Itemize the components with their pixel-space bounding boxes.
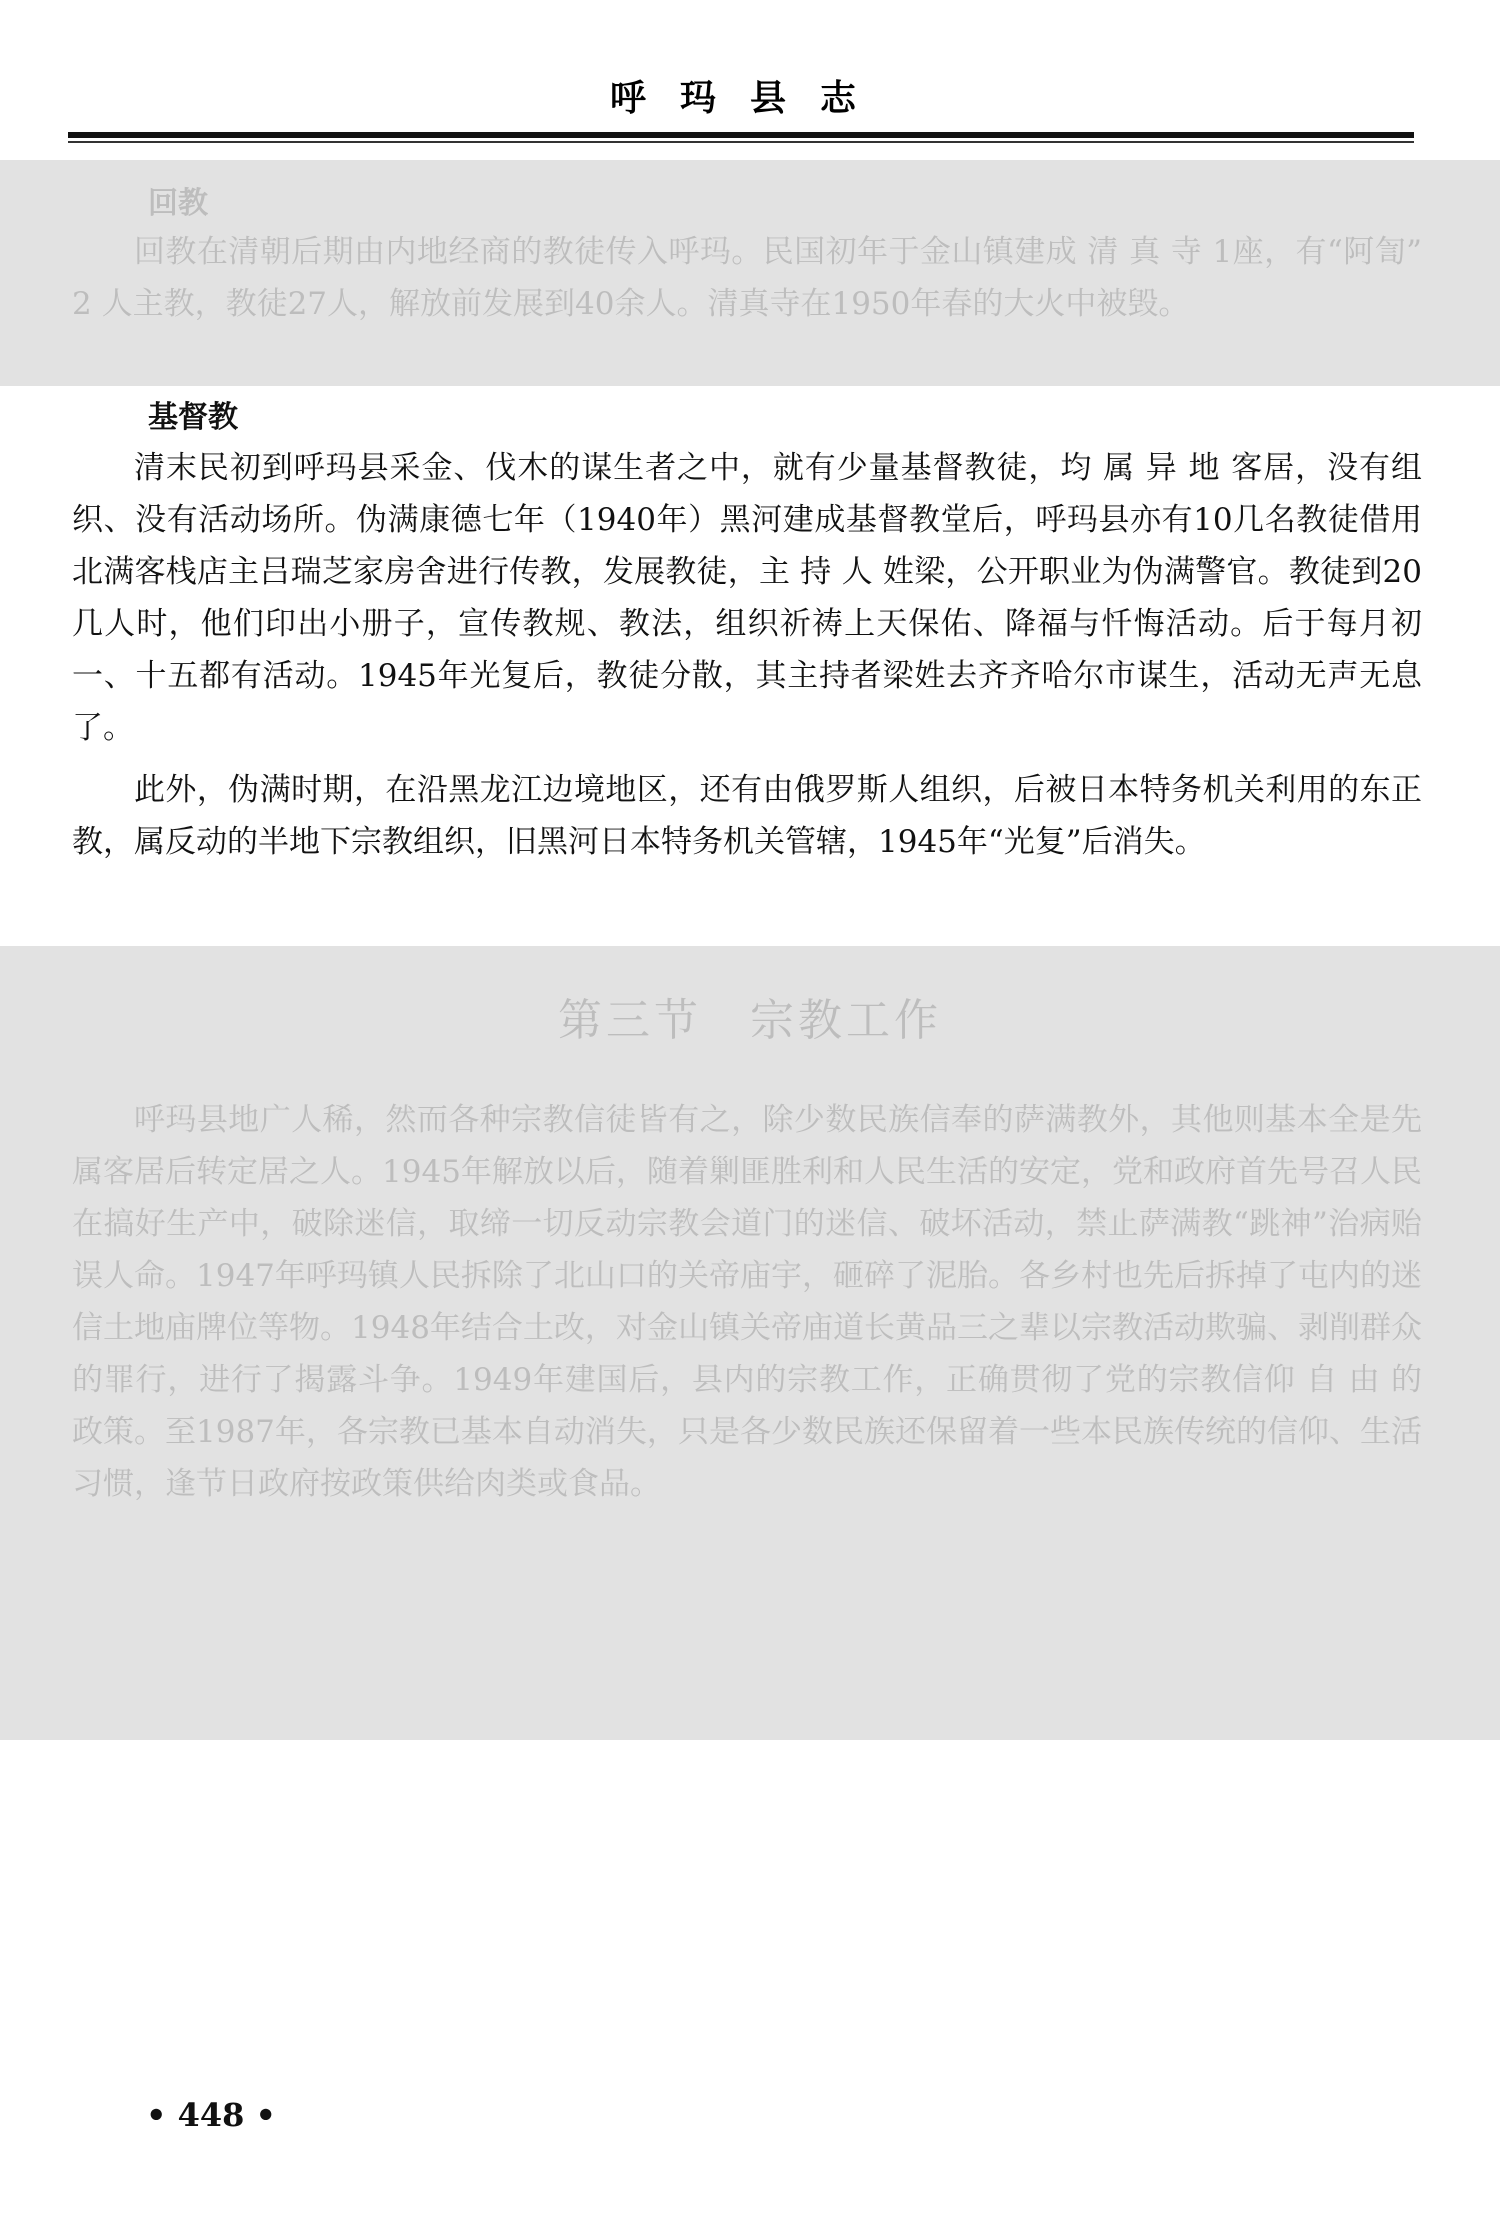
paragraph-huijiao: 回教在清朝后期由内地经商的教徒传入呼玛。民国初年于金山镇建成 清 真 寺 1座，有“阿訇” 2 人主教，教徒27人，解放前发展到40余人。清真寺在1950年春的大火中被毁。 <box>72 234 1422 322</box>
running-header: 呼玛县志 <box>609 77 890 119</box>
section-name: 宗教工作 <box>750 995 942 1046</box>
section-number: 第三节 <box>558 995 702 1046</box>
section-title <box>0 984 1500 1048</box>
paragraph-jidujiao-2: 此外，伪满时期，在沿黑龙江边境地区，还有由俄罗斯人组织，后被日本特务机关利用的东正教，属反动的半地下宗教组织，旧黑河日本特务机关管辖，1945年“光复”后消失。 <box>72 772 1422 860</box>
heading-huijiao: 回教 <box>148 186 208 221</box>
paragraph-jidujiao-1: 清末民初到呼玛县采金、伐木的谋生者之中，就有少量基督教徒，均 属 异 地 客居，没有组织、没有活动场所。伪满康德七年（1940年）黑河建成基督教堂后，呼玛县亦有10几名教徒借用北满客栈店主吕瑞芝家房舍进行传教，发展教徒，主 持 人 姓梁，公开职业为伪满警官。教徒到20几人时，他们印出小册子，宣传教规、教法，组织祈祷上天保佑、降福与忏悔活动。后于每月初一、十五都有活动。1945年光复后，教徒分散，其主持者梁姓去齐齐哈尔市谋生，活动无声无息了。 <box>72 450 1422 746</box>
header-rule <box>68 132 1414 138</box>
heading-jidujiao: 基督教 <box>148 400 238 435</box>
page-number: • 448 • <box>146 2096 276 2134</box>
paragraph-section3: 呼玛县地广人稀，然而各种宗教信徒皆有之，除少数民族信奉的萨满教外，其他则基本全是先属客居后转定居之人。1945年解放以后，随着剿匪胜利和人民生活的安定，党和政府首先号召人民在搞好生产中，破除迷信，取缔一切反动宗教会道门的迷信、破坏活动，禁止萨满教“跳神”治病贻误人命。1947年呼玛镇人民拆除了北山口的关帝庙宇，砸碎了泥胎。各乡村也先后拆掉了屯内的迷信土地庙牌位等物。1948年结合土改，对金山镇关帝庙道长黄品三之辈以宗教活动欺骗、剥削群众的罪行，进行了揭露斗争。1949年建国后，县内的宗教工作，正确贯彻了党的宗教信仰 自 由 的 政策。至1987年，各宗教已基本自动消失，只是各少数民族还保留着一些本民族传统的信仰、生活习惯，逢节日政府按政策供给肉类或食品。 <box>72 1102 1422 1502</box>
header-rule-thin <box>68 141 1414 143</box>
